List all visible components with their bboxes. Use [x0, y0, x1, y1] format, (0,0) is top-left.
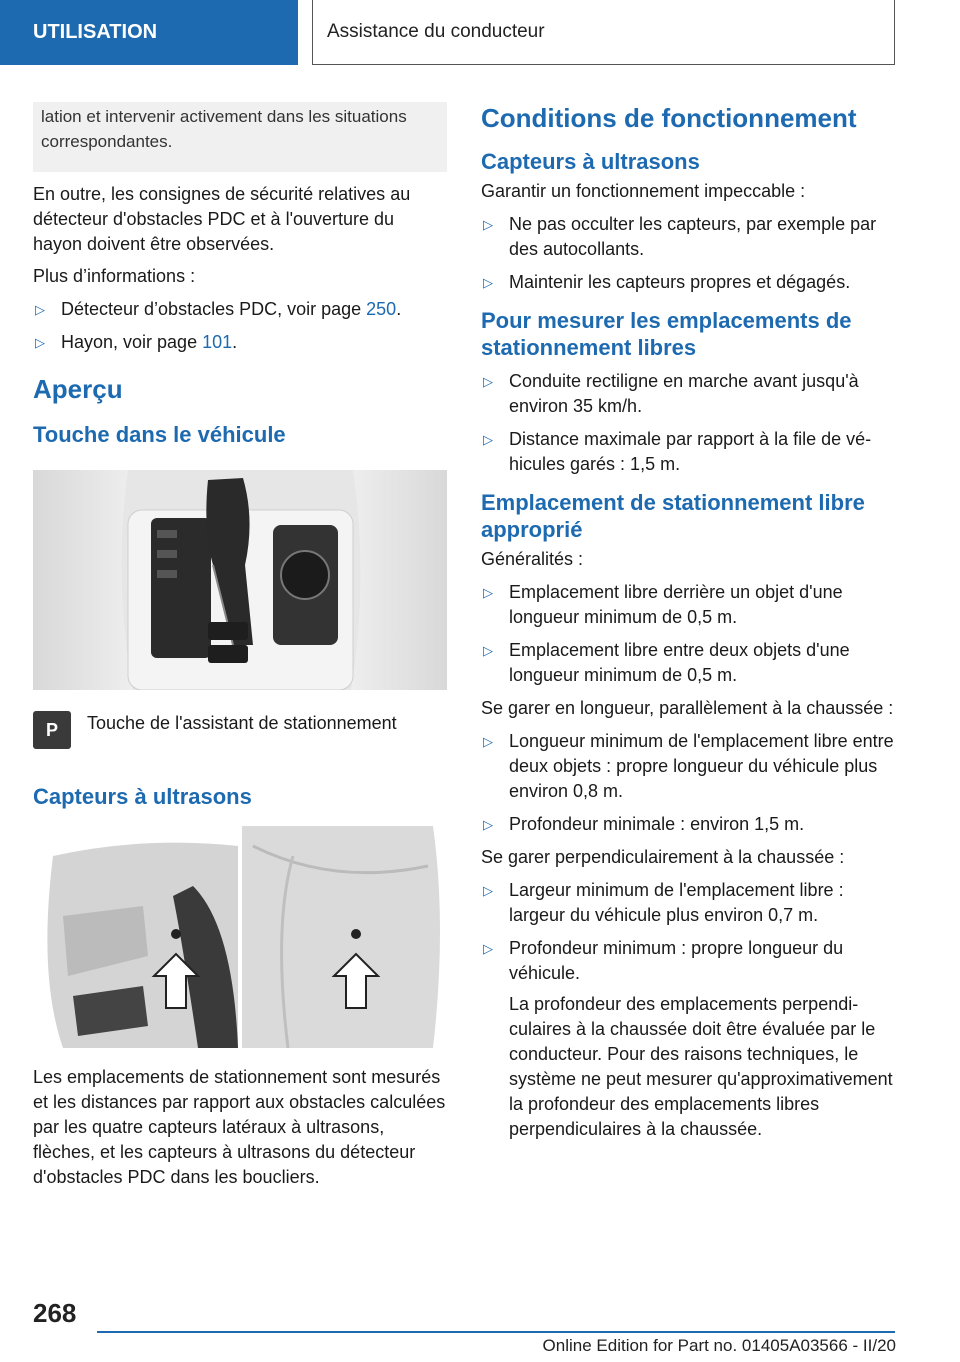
heading-apercu: Aperçu: [33, 374, 123, 404]
list-item-text: Détecteur d’obstacles PDC, voir page: [61, 299, 367, 319]
triangle-right-icon: ▷: [35, 302, 45, 317]
list-item-text: Largeur minimum de l'emplacement libre : largeur du véhicule plus environ 0,7 m.: [509, 880, 844, 925]
heading-capteurs-ultrasons: Capteurs à ultrasons: [33, 784, 252, 809]
note-text: lation et intervenir activement dans les situations correspondantes.: [41, 107, 407, 151]
header-title-label: Assistance du conducteur: [327, 21, 545, 42]
triangle-right-icon: ▷: [483, 585, 493, 600]
triangle-right-icon: ▷: [483, 734, 493, 749]
list-item: [481, 812, 895, 837]
bullet-list: [481, 369, 895, 477]
list-item-text: Emplacement libre entre deux objets d'une longueur minimum de 0,5 m.: [509, 640, 850, 685]
list-item: [481, 369, 895, 419]
page-link-101[interactable]: 101: [202, 332, 233, 352]
paragraph: Garantir un fonctionnement impeccable :: [481, 181, 806, 201]
list-item-text: Hayon, voir page: [61, 332, 203, 352]
triangle-right-icon: ▷: [483, 275, 493, 290]
list-item-text: Distance maximale par rapport à la file de véhicules garés : 1,5 m.: [509, 429, 872, 474]
center-console-photo: [33, 470, 447, 690]
paragraph: Se garer perpendiculairement à la chaussée :: [481, 847, 845, 867]
bullet-list: [481, 729, 895, 837]
triangle-right-icon: ▷: [483, 817, 493, 832]
bullet-list: [33, 297, 447, 355]
list-item-punct: .: [232, 332, 238, 352]
list-item-text: Maintenir les capteurs propres et dégagés.: [509, 272, 851, 292]
caption-text: Touche de l'assistant de stationnement: [87, 713, 397, 733]
header-section-tab: [0, 0, 298, 65]
list-item: [481, 212, 895, 262]
triangle-right-icon: ▷: [483, 941, 493, 956]
footer-divider: [97, 1331, 895, 1333]
list-item-text: Emplacement libre derrière un objet d'une longueur minimum de 0,5 m.: [509, 582, 843, 627]
triangle-right-icon: ▷: [483, 883, 493, 898]
heading-emplacement-approprie: Emplacement de stationnement libre approprié: [481, 490, 865, 542]
header-chapter-title: [312, 0, 895, 65]
heading-conditions: Conditions de fonctionnement: [481, 103, 857, 133]
list-item: [481, 580, 895, 630]
list-item: [33, 297, 447, 322]
heading-capteurs-ultrasons-right: Capteurs à ultrasons: [481, 149, 700, 174]
list-item-punct: .: [396, 299, 402, 319]
list-item: [481, 270, 895, 295]
list-item-text: Profondeur minimale : environ 1,5 m.: [509, 814, 805, 834]
heading-touche-vehicule: Touche dans le véhicule: [33, 422, 286, 447]
list-item: [481, 638, 895, 688]
left-column: [33, 102, 447, 1190]
footer-edition-text: Online Edition for Part no. 01405A03566 - II/20: [542, 1336, 896, 1355]
bullet-list: [481, 212, 895, 295]
list-item-text: Profondeur minimum : propre longueur du véhicule.: [509, 938, 844, 983]
paragraph: En outre, les consignes de sécurité relatives au détecteur d'obstacles PDC et à l'ouverture du hayon doivent être observées.: [33, 184, 411, 254]
header-section-label: UTILISATION: [33, 21, 158, 43]
list-item: [33, 330, 447, 355]
parking-assist-icon: P: [33, 711, 71, 749]
right-column: [481, 102, 895, 1142]
list-item-text: Longueur minimum de l'emplacement libre entre deux objets : propre longueur du véhicule plus environ 0,8 m.: [509, 731, 894, 801]
list-item: [481, 427, 895, 477]
paragraph: Les emplacements de stationnement sont mesurés et les distances par rapport aux obstacles calculées par les quatre capteurs latéraux à ultrasons, flèches, et les capteurs à ultrasons du détecteur d'obstacles PDC dans les boucliers.: [33, 1067, 446, 1187]
paragraph: Se garer en longueur, parallèlement à la chaussée :: [481, 698, 894, 718]
list-item: [481, 729, 895, 804]
triangle-right-icon: ▷: [35, 335, 45, 350]
list-item-text: Ne pas occulter les capteurs, par exemple par des autocollants.: [509, 214, 877, 259]
list-item: [481, 936, 895, 986]
ultrasonic-sensors-photo: [33, 826, 447, 1048]
triangle-right-icon: ▷: [483, 432, 493, 447]
sub-paragraph: La profondeur des emplacements perpendiculaires à la chaussée doit être évaluée par le conducteur. Pour des raisons techniques, le système ne peut mesurer qu'approximativement la profondeur des emplacements libres perpendiculaires à la chaussée.: [509, 994, 893, 1139]
bullet-list: [481, 580, 895, 688]
list-item: [481, 878, 895, 928]
triangle-right-icon: ▷: [483, 643, 493, 658]
page-link-250[interactable]: 250: [366, 299, 397, 319]
heading-mesurer-emplacements: Pour mesurer les emplacements de stationnement libres: [481, 308, 852, 360]
triangle-right-icon: ▷: [483, 374, 493, 389]
triangle-right-icon: ▷: [483, 217, 493, 232]
list-item-text: Conduite rectiligne en marche avant jusqu'à environ 35 km/h.: [509, 371, 859, 416]
page-number: 268: [33, 1298, 77, 1328]
bullet-list: [481, 878, 895, 986]
image-caption: [33, 711, 447, 749]
paragraph: Généralités :: [481, 549, 584, 569]
warning-note-box: [33, 102, 447, 172]
paragraph: Plus d’informations :: [33, 266, 196, 286]
